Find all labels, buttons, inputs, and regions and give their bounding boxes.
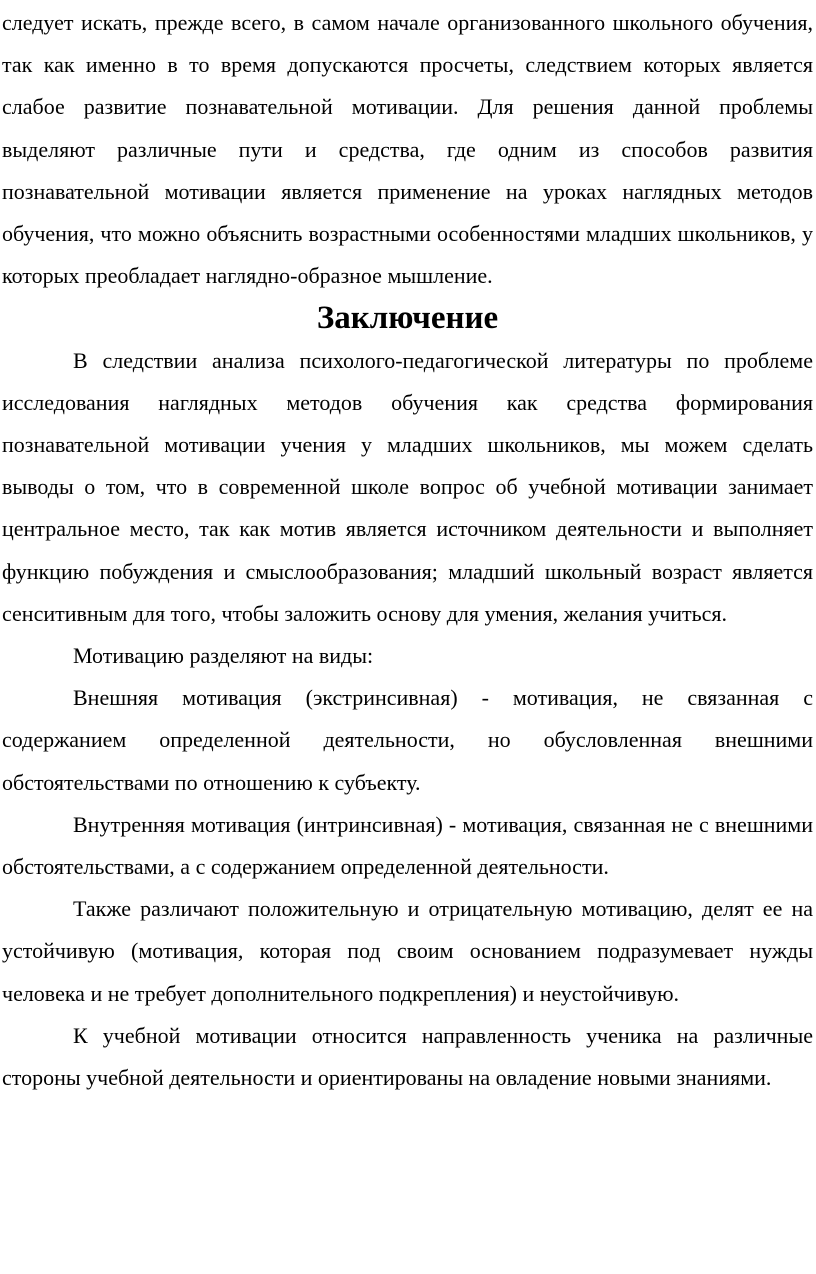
- section-heading-conclusion: Заключение: [316, 300, 499, 337]
- paragraph-continuation: следует искать, прежде всего, в самом начале организованного школьного обучения, так как именно в то время допускаются просчеты, следствием которых является слабое развитие познавательной мотивации. Для решения данной проблемы выделяют различные пути и средства, где одним из способов развития познавательной мотивации является применение на уроках наглядных методов обучения, что можно объяснить возрастными особенностями младших школьников, у которых преобладает наглядно-образное мышление.: [2, 10, 813, 289]
- paragraph-learning-motivation: К учебной мотивации относится направленность ученика на различные стороны учебной деятельности и ориентированы на овладение новыми знаниями.: [2, 1022, 813, 1091]
- paragraph-positive-negative-motivation: Также различают положительную и отрицательную мотивацию, делят ее на устойчивую (мотивация, которая под своим основанием подразумевает нужды человека и не требует дополнительного подкрепления) и неустойчивую.: [2, 896, 813, 1006]
- paragraph-conclusion-summary: В следствии анализа психолого-педагогической литературы по проблеме исследования наглядных методов обучения как средства формирования познавательной мотивации учения у младших школьников, мы можем сделать выводы о том, что в современной школе вопрос об учебной мотивации занимает центральное место, так как мотив является источником деятельности и выполняет функцию побуждения и смыслообразования; младший школьный возраст является сенситивным для того, чтобы заложить основу для умения, желания учиться.: [2, 347, 813, 626]
- paragraph-internal-motivation: Внутренняя мотивация (интринсивная) - мотивация, связанная не с внешними обстоятельствами, а с содержанием определенной деятельности.: [2, 811, 813, 880]
- paragraph-external-motivation: Внешняя мотивация (экстринсивная) - мотивация, не связанная с содержанием определенной деятельности, но обусловленная внешними обстоятельствами по отношению к субъекту.: [2, 685, 813, 795]
- paragraph-motivation-types-intro: Мотивацию разделяют на виды:: [73, 643, 374, 669]
